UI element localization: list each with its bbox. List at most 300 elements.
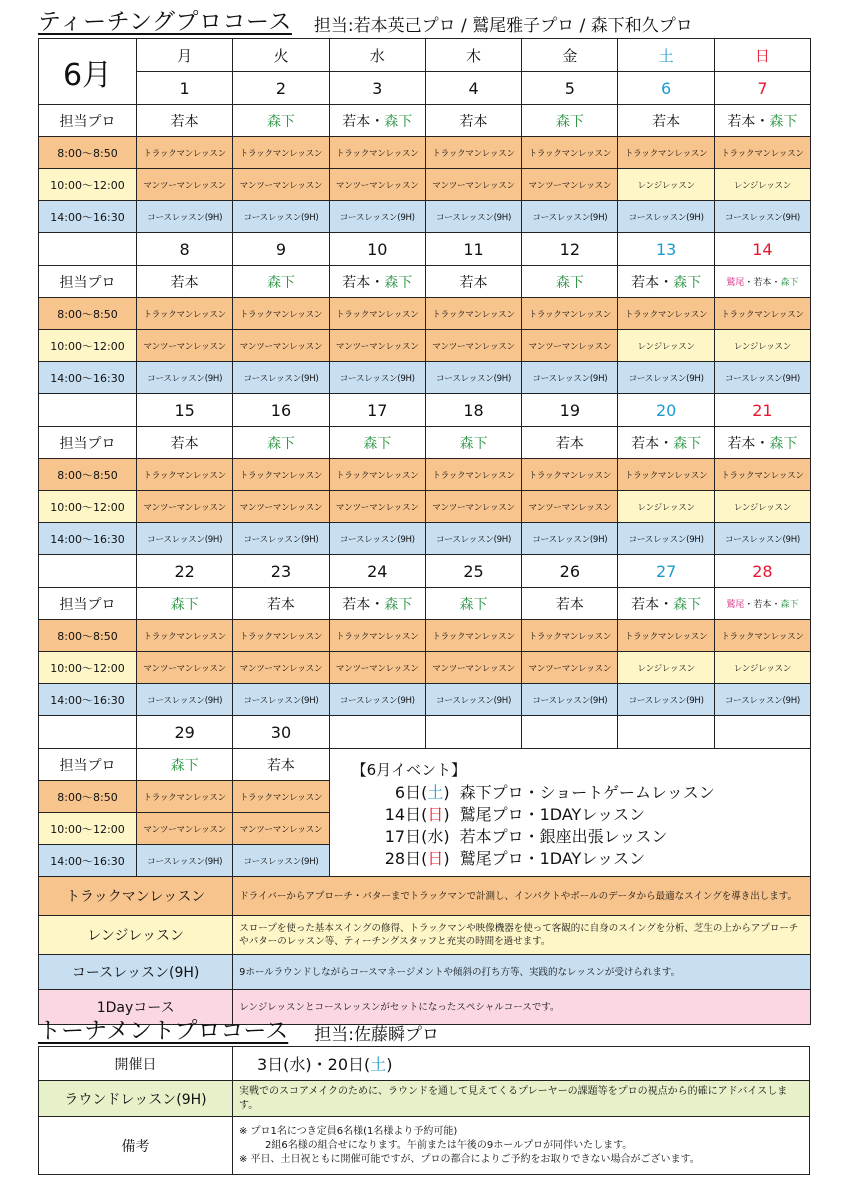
tournament-title: トーナメントプロコース xyxy=(38,1018,289,1044)
pro-cell xyxy=(522,266,618,298)
time-label: 8:00～8:50 xyxy=(39,298,137,330)
legend-label: コースレッスン(9H) xyxy=(39,955,233,990)
pro-cell xyxy=(522,427,618,459)
events-title: 【6月イベント】 xyxy=(351,761,467,779)
pro-morishita: 森下 xyxy=(769,113,798,130)
date-cell: 27 xyxy=(618,555,714,588)
lesson-cell: マンツーマンレッスン xyxy=(329,169,425,201)
lesson-cell: コースレッスン(9H) xyxy=(714,523,810,555)
round-text: 実戦でのスコアメイクのために、ラウンドを通して見えてくるプレーヤーの課題等をプロの視点から的確にアドバイスします。 xyxy=(233,1081,810,1117)
pro-wakamoto: 若本 xyxy=(555,435,584,452)
lesson-cell: トラックマンレッスン xyxy=(618,298,714,330)
event-date-close: ) xyxy=(443,805,450,824)
lesson-cell: レンジレッスン xyxy=(618,330,714,362)
date-cell: 26 xyxy=(522,555,618,588)
blank-cell xyxy=(39,555,137,588)
separator: ・ xyxy=(370,113,385,130)
weekday-tue: 火 xyxy=(233,39,329,72)
event-item xyxy=(370,848,810,870)
separator: ・ xyxy=(771,278,781,288)
date-row xyxy=(39,716,811,749)
slot-row-midday xyxy=(39,491,811,523)
date-cell: 9 xyxy=(233,233,329,266)
pro-cell xyxy=(714,427,810,459)
pro-label: 担当プロ xyxy=(39,427,137,459)
lesson-cell: マンツーマンレッスン xyxy=(233,330,329,362)
event-desc: 鷲尾プロ・1DAYレッスン xyxy=(459,805,646,824)
lesson-cell: コースレッスン(9H) xyxy=(618,523,714,555)
lesson-cell: コースレッスン(9H) xyxy=(329,201,425,233)
pro-label: 担当プロ xyxy=(39,105,137,137)
time-label: 8:00～8:50 xyxy=(39,620,137,652)
lesson-cell: コースレッスン(9H) xyxy=(329,362,425,394)
pro-row xyxy=(39,427,811,459)
pro-wakamoto: 若本 xyxy=(459,113,488,130)
lesson-cell: コースレッスン(9H) xyxy=(137,201,233,233)
lesson-cell: トラックマンレッスン xyxy=(425,620,521,652)
lesson-cell: マンツーマンレッスン xyxy=(522,491,618,523)
lesson-cell: コースレッスン(9H) xyxy=(618,201,714,233)
pro-morishita: 森下 xyxy=(555,274,584,291)
tournament-table xyxy=(38,1046,810,1175)
pro-cell xyxy=(618,588,714,620)
lesson-cell: コースレッスン(9H) xyxy=(425,201,521,233)
pro-morishita: 森下 xyxy=(459,435,488,452)
lesson-cell: トラックマンレッスン xyxy=(714,620,810,652)
lesson-cell: コースレッスン(9H) xyxy=(425,684,521,716)
event-date: 28日( xyxy=(384,849,428,868)
blank-cell xyxy=(618,716,714,749)
tournament-instructor: 担当:佐藤瞬プロ xyxy=(314,1025,439,1045)
event-item xyxy=(370,782,810,804)
pro-wakamoto: 若本 xyxy=(170,274,199,291)
date-row xyxy=(39,394,811,427)
lesson-cell: マンツーマンレッスン xyxy=(425,652,521,684)
date-cell: 25 xyxy=(425,555,521,588)
lesson-cell: トラックマンレッスン xyxy=(329,298,425,330)
slot-row-morning xyxy=(39,459,811,491)
notes-label: 備考 xyxy=(39,1117,233,1175)
lesson-cell: トラックマンレッスン xyxy=(425,298,521,330)
slot-row-midday xyxy=(39,169,811,201)
date-cell: 30 xyxy=(233,716,329,749)
lesson-cell: マンツーマンレッスン xyxy=(137,652,233,684)
slot-row-morning xyxy=(39,620,811,652)
separator: ・ xyxy=(771,600,781,610)
slot-row-afternoon xyxy=(39,362,811,394)
event-day: 日 xyxy=(427,805,444,824)
lesson-cell: トラックマンレッスン xyxy=(425,137,521,169)
lesson-cell: マンツーマンレッスン xyxy=(137,330,233,362)
legend-label: トラックマンレッスン xyxy=(39,877,233,916)
pro-morishita: 森下 xyxy=(673,596,702,613)
slot-row-morning xyxy=(39,298,811,330)
pro-morishita: 森下 xyxy=(384,274,413,291)
pro-cell xyxy=(425,105,521,137)
pro-cell xyxy=(137,266,233,298)
separator: ・ xyxy=(744,600,754,610)
date-cell: 3 xyxy=(329,72,425,105)
pro-cell xyxy=(618,266,714,298)
blank-cell xyxy=(329,716,425,749)
date-cell: 29 xyxy=(137,716,233,749)
slot-row-afternoon xyxy=(39,523,811,555)
pro-morishita: 森下 xyxy=(673,274,702,291)
lesson-cell: マンツーマンレッスン xyxy=(425,491,521,523)
date-row xyxy=(39,72,811,105)
event-day: 日 xyxy=(427,849,444,868)
legend-text: ドライバーからアプローチ・パターまでトラックマンで計測し、インパクトやボールのデータから最適なスイングを導き出します。 xyxy=(233,877,811,916)
date-cell: 18 xyxy=(425,394,521,427)
note-line: ※ 平日、土日祝ともに開催可能ですが、プロの都合によりご予約をお取りできない場合がございます。 xyxy=(239,1153,700,1165)
time-label: 10:00～12:00 xyxy=(39,169,137,201)
lesson-cell: トラックマンレッスン xyxy=(425,459,521,491)
lesson-cell: トラックマンレッスン xyxy=(522,137,618,169)
date-value: 3日(水)・20日( xyxy=(257,1055,371,1074)
date-cell: 24 xyxy=(329,555,425,588)
lesson-cell: コースレッスン(9H) xyxy=(714,362,810,394)
date-cell: 7 xyxy=(714,72,810,105)
pro-wakamoto: 若本 xyxy=(342,113,371,130)
lesson-cell: レンジレッスン xyxy=(618,491,714,523)
lesson-cell: コースレッスン(9H) xyxy=(329,684,425,716)
pro-morishita: 森下 xyxy=(170,757,199,774)
pro-cell xyxy=(714,266,810,298)
pro-cell xyxy=(618,105,714,137)
note-line: ※ プロ1名につき定員6名様(1名様より予約可能) xyxy=(239,1125,458,1137)
pro-cell xyxy=(714,105,810,137)
pro-wakamoto: 若本 xyxy=(631,596,660,613)
date-cell: 2 xyxy=(233,72,329,105)
lesson-cell: マンツーマンレッスン xyxy=(233,652,329,684)
lesson-cell: マンツーマンレッスン xyxy=(329,652,425,684)
pro-cell xyxy=(714,588,810,620)
pro-cell xyxy=(233,105,329,137)
lesson-cell: トラックマンレッスン xyxy=(329,459,425,491)
lesson-cell: マンツーマンレッスン xyxy=(137,491,233,523)
note-line: 2組6名様の組合せになります。午前または午後の9ホールプロが同伴いたします。 xyxy=(265,1139,633,1151)
date-row xyxy=(39,233,811,266)
date-cell: 28 xyxy=(714,555,810,588)
pro-cell xyxy=(522,105,618,137)
event-desc: 森下プロ・ショートゲームレッスン xyxy=(459,783,715,802)
pro-morishita: 森下 xyxy=(780,278,799,288)
lesson-cell: トラックマンレッスン xyxy=(522,298,618,330)
lesson-cell: トラックマンレッスン xyxy=(137,620,233,652)
pro-washio: 鷲尾 xyxy=(726,278,745,288)
pro-wakamoto: 若本 xyxy=(753,600,772,610)
pro-washio: 鷲尾 xyxy=(726,600,745,610)
lesson-cell: マンツーマンレッスン xyxy=(233,169,329,201)
slot-row-morning xyxy=(39,137,811,169)
pro-wakamoto: 若本 xyxy=(555,596,584,613)
legend-label: レンジレッスン xyxy=(39,916,233,955)
time-label: 10:00～12:00 xyxy=(39,813,137,845)
pro-wakamoto: 若本 xyxy=(459,274,488,291)
separator: ・ xyxy=(755,435,770,452)
lesson-cell: コースレッスン(9H) xyxy=(233,845,329,877)
event-date: 14日( xyxy=(384,805,428,824)
time-label: 8:00～8:50 xyxy=(39,781,137,813)
separator: ・ xyxy=(659,596,674,613)
tournament-date-row xyxy=(39,1047,810,1081)
date-close: ) xyxy=(386,1055,393,1074)
blank-cell xyxy=(714,716,810,749)
lesson-cell: トラックマンレッスン xyxy=(137,298,233,330)
lesson-cell: レンジレッスン xyxy=(714,169,810,201)
pro-label: 担当プロ xyxy=(39,266,137,298)
blank-cell xyxy=(39,716,137,749)
lesson-cell: トラックマンレッスン xyxy=(618,620,714,652)
pro-label: 担当プロ xyxy=(39,749,137,781)
lesson-cell: トラックマンレッスン xyxy=(618,459,714,491)
lesson-cell: コースレッスン(9H) xyxy=(137,523,233,555)
lesson-cell: マンツーマンレッスン xyxy=(522,169,618,201)
pro-wakamoto: 若本 xyxy=(266,596,295,613)
pro-wakamoto: 若本 xyxy=(342,596,371,613)
pro-wakamoto: 若本 xyxy=(631,274,660,291)
page-title: ティーチングプロコース xyxy=(38,9,292,35)
pro-cell xyxy=(522,588,618,620)
lesson-cell: コースレッスン(9H) xyxy=(714,684,810,716)
lesson-cell: トラックマンレッスン xyxy=(137,459,233,491)
date-cell: 8 xyxy=(137,233,233,266)
event-item xyxy=(370,804,810,826)
legend-row-track xyxy=(39,877,811,916)
date-cell: 15 xyxy=(137,394,233,427)
weekday-fri: 金 xyxy=(522,39,618,72)
lesson-cell: トラックマンレッスン xyxy=(137,781,233,813)
weekday-sun: 日 xyxy=(714,39,810,72)
pro-cell xyxy=(233,749,329,781)
pro-wakamoto: 若本 xyxy=(631,435,660,452)
time-label: 10:00～12:00 xyxy=(39,652,137,684)
date-cell: 21 xyxy=(714,394,810,427)
lesson-cell: コースレッスン(9H) xyxy=(522,523,618,555)
pro-wakamoto: 若本 xyxy=(342,274,371,291)
lesson-cell: トラックマンレッスン xyxy=(522,459,618,491)
blank-cell xyxy=(425,716,521,749)
weekday-mon: 月 xyxy=(137,39,233,72)
pro-cell xyxy=(425,588,521,620)
pro-cell xyxy=(329,105,425,137)
time-label: 14:00～16:30 xyxy=(39,201,137,233)
event-item xyxy=(370,826,810,848)
pro-cell xyxy=(425,427,521,459)
weekday-sat: 土 xyxy=(618,39,714,72)
separator: ・ xyxy=(659,435,674,452)
legend-label: 1Dayコース xyxy=(39,990,233,1025)
weekday-row xyxy=(39,39,811,72)
pro-morishita: 森下 xyxy=(266,274,295,291)
lesson-cell: コースレッスン(9H) xyxy=(522,362,618,394)
lesson-cell: マンツーマンレッスン xyxy=(233,491,329,523)
date-cell: 16 xyxy=(233,394,329,427)
lesson-cell: トラックマンレッスン xyxy=(618,137,714,169)
lesson-cell: マンツーマンレッスン xyxy=(425,169,521,201)
time-label: 14:00～16:30 xyxy=(39,523,137,555)
date-cell: 1 xyxy=(137,72,233,105)
lesson-cell: コースレッスン(9H) xyxy=(425,523,521,555)
separator: ・ xyxy=(659,274,674,291)
pro-cell xyxy=(618,427,714,459)
month-label: 6月 xyxy=(39,39,137,105)
pro-wakamoto: 若本 xyxy=(266,757,295,774)
events-box xyxy=(329,749,810,877)
lesson-cell: レンジレッスン xyxy=(618,652,714,684)
slot-row-afternoon xyxy=(39,684,811,716)
event-date-close: ) xyxy=(443,827,450,846)
lesson-cell: マンツーマンレッスン xyxy=(329,330,425,362)
lesson-cell: コースレッスン(9H) xyxy=(425,362,521,394)
pro-cell xyxy=(137,427,233,459)
pro-morishita: 森下 xyxy=(555,113,584,130)
lesson-cell: マンツーマンレッスン xyxy=(425,330,521,362)
separator: ・ xyxy=(744,278,754,288)
pro-morishita: 森下 xyxy=(384,596,413,613)
pro-row xyxy=(39,266,811,298)
separator: ・ xyxy=(370,274,385,291)
date-cell: 20 xyxy=(618,394,714,427)
date-cell: 10 xyxy=(329,233,425,266)
pro-morishita: 森下 xyxy=(769,435,798,452)
pro-cell xyxy=(329,427,425,459)
blank-cell xyxy=(522,716,618,749)
lesson-cell: レンジレッスン xyxy=(714,652,810,684)
lesson-cell: レンジレッスン xyxy=(714,330,810,362)
date-cell: 22 xyxy=(137,555,233,588)
lesson-cell: コースレッスン(9H) xyxy=(522,684,618,716)
date-value-cell xyxy=(233,1047,810,1081)
lesson-cell: コースレッスン(9H) xyxy=(522,201,618,233)
pro-wakamoto: 若本 xyxy=(727,113,756,130)
lesson-cell: マンツーマンレッスン xyxy=(137,813,233,845)
pro-morishita: 森下 xyxy=(266,113,295,130)
date-cell: 14 xyxy=(714,233,810,266)
pro-morishita: 森下 xyxy=(459,596,488,613)
lesson-cell: コースレッスン(9H) xyxy=(233,201,329,233)
pro-cell xyxy=(233,427,329,459)
lesson-cell: マンツーマンレッスン xyxy=(522,652,618,684)
pro-row xyxy=(39,588,811,620)
date-day: 土 xyxy=(370,1055,387,1074)
lesson-cell: コースレッスン(9H) xyxy=(137,845,233,877)
date-cell: 4 xyxy=(425,72,521,105)
event-date-close: ) xyxy=(443,783,450,802)
date-cell: 6 xyxy=(618,72,714,105)
event-desc: 鷲尾プロ・1DAYレッスン xyxy=(459,849,646,868)
blank-cell xyxy=(39,233,137,266)
schedule-table xyxy=(38,38,811,1025)
time-label: 14:00～16:30 xyxy=(39,684,137,716)
notes-cell xyxy=(233,1117,810,1175)
pro-wakamoto: 若本 xyxy=(170,435,199,452)
date-row xyxy=(39,555,811,588)
pro-cell xyxy=(137,749,233,781)
date-cell: 12 xyxy=(522,233,618,266)
lesson-cell: コースレッスン(9H) xyxy=(137,362,233,394)
time-label: 8:00～8:50 xyxy=(39,137,137,169)
time-label: 10:00～12:00 xyxy=(39,491,137,523)
pro-row xyxy=(39,105,811,137)
pro-wakamoto: 若本 xyxy=(652,113,681,130)
lesson-cell: トラックマンレッスン xyxy=(233,459,329,491)
tournament-notes-row xyxy=(39,1117,810,1175)
blank-cell xyxy=(39,394,137,427)
pro-cell xyxy=(137,105,233,137)
page-header xyxy=(38,6,693,36)
lesson-cell: トラックマンレッスン xyxy=(233,137,329,169)
pro-morishita: 森下 xyxy=(384,113,413,130)
date-cell: 19 xyxy=(522,394,618,427)
lesson-cell: トラックマンレッスン xyxy=(233,781,329,813)
pro-morishita: 森下 xyxy=(673,435,702,452)
legend-row-course xyxy=(39,955,811,990)
lesson-cell: マンツーマンレッスン xyxy=(233,813,329,845)
slot-row-midday xyxy=(39,652,811,684)
date-cell: 11 xyxy=(425,233,521,266)
lesson-cell: トラックマンレッスン xyxy=(714,298,810,330)
event-date: 6日( xyxy=(394,783,428,802)
time-label: 10:00～12:00 xyxy=(39,330,137,362)
lesson-cell: コースレッスン(9H) xyxy=(233,523,329,555)
pro-morishita: 森下 xyxy=(780,600,799,610)
lesson-cell: トラックマンレッスン xyxy=(714,459,810,491)
pro-cell xyxy=(425,266,521,298)
lesson-cell: レンジレッスン xyxy=(618,169,714,201)
time-label: 8:00～8:50 xyxy=(39,459,137,491)
instructors-line: 担当:若本英己プロ / 鷲尾雅子プロ / 森下和久プロ xyxy=(313,16,693,36)
date-cell: 17 xyxy=(329,394,425,427)
date-label: 開催日 xyxy=(39,1047,233,1081)
pro-cell xyxy=(233,588,329,620)
lesson-cell: マンツーマンレッスン xyxy=(329,491,425,523)
pro-row xyxy=(39,749,811,781)
lesson-cell: コースレッスン(9H) xyxy=(233,362,329,394)
legend-text: 9ホールラウンドしながらコースマネージメントや傾斜の打ち方等、実践的なレッスンが受けられます。 xyxy=(233,955,811,990)
event-date: 17日( xyxy=(384,827,428,846)
time-label: 14:00～16:30 xyxy=(39,362,137,394)
pro-cell xyxy=(329,266,425,298)
date-cell: 5 xyxy=(522,72,618,105)
lesson-cell: トラックマンレッスン xyxy=(329,620,425,652)
event-date-close: ) xyxy=(443,849,450,868)
lesson-cell: コースレッスン(9H) xyxy=(329,523,425,555)
pro-morishita: 森下 xyxy=(266,435,295,452)
lesson-cell: マンツーマンレッスン xyxy=(137,169,233,201)
legend-row-range xyxy=(39,916,811,955)
slot-row-midday xyxy=(39,330,811,362)
pro-cell xyxy=(233,266,329,298)
event-day: 水 xyxy=(427,827,444,846)
lesson-cell: コースレッスン(9H) xyxy=(137,684,233,716)
legend-text: レンジレッスンとコースレッスンがセットになったスペシャルコースです。 xyxy=(233,990,811,1025)
round-label: ラウンドレッスン(9H) xyxy=(39,1081,233,1117)
lesson-cell: トラックマンレッスン xyxy=(233,298,329,330)
lesson-cell: コースレッスン(9H) xyxy=(618,362,714,394)
time-label: 14:00～16:30 xyxy=(39,845,137,877)
event-day: 土 xyxy=(427,783,444,802)
pro-label: 担当プロ xyxy=(39,588,137,620)
date-cell: 23 xyxy=(233,555,329,588)
pro-wakamoto: 若本 xyxy=(170,113,199,130)
event-desc: 若本プロ・銀座出張レッスン xyxy=(459,827,668,846)
legend-text: スロープを使った基本スイングの修得、トラックマンや映像機器を使って客観的に自身のスイングを分析、芝生の上からアプローチやパターのレッスン等、ティーチングスタッフと充実の時間を過せます。 xyxy=(233,916,811,955)
lesson-cell: トラックマンレッスン xyxy=(233,620,329,652)
lesson-cell: コースレッスン(9H) xyxy=(714,201,810,233)
lesson-cell: トラックマンレッスン xyxy=(714,137,810,169)
pro-cell xyxy=(137,588,233,620)
